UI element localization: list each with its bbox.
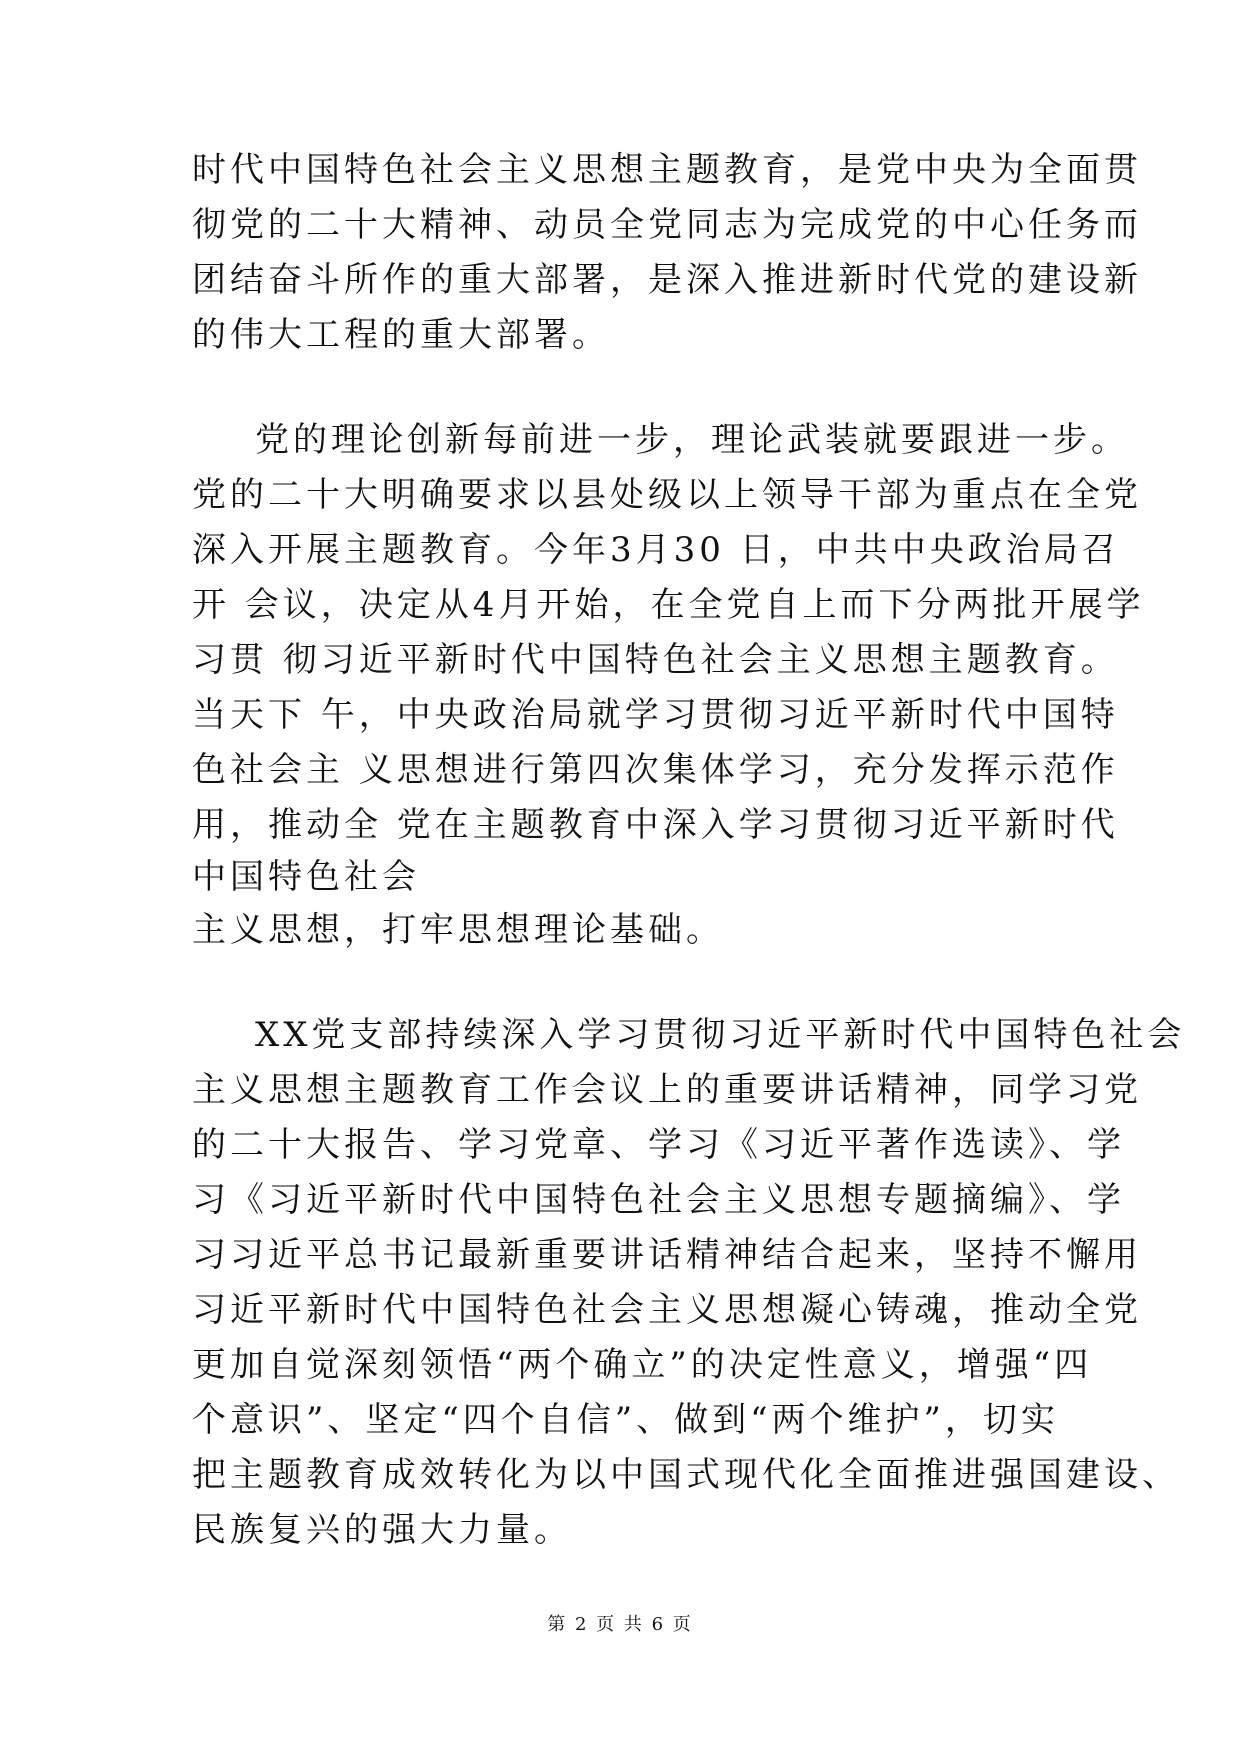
paragraph-3-line-9: 把主题教育成效转化为以中国式现代化全面推进强国建设、: [192, 1455, 1180, 1495]
paragraph-3-line-8: 个意识”、坚定“四个自信”、做到“两个维护”，切实: [192, 1400, 1059, 1440]
paragraph-3-line-4: 习《习近平新时代中国特色社会主义思想专题摘编》、学: [192, 1180, 1125, 1220]
paragraph-2-line-7: 色社会主 义思想进行第四次集体学习，充分发挥示范作: [192, 750, 1119, 790]
paragraph-2-line-2: 党的二十大明确要求以县处级以上领导干部为重点在全党: [192, 475, 1142, 515]
paragraph-2-line-1: 党的理论创新每前进一步，理论武装就要跟进一步。: [255, 420, 1129, 460]
paragraph-3-line-10: 民族复兴的强大力量。: [192, 1510, 572, 1550]
paragraph-2-line-10: 主义思想，打牢思想理论基础。: [192, 910, 724, 950]
paragraph-3-line-7: 更加自觉深刻领悟“两个确立”的决定性意义，增强“四: [192, 1345, 1093, 1385]
paragraph-2-line-8: 用，推动全 党在主题教育中深入学习贯彻习近平新时代: [192, 805, 1119, 845]
paragraph-2-line-9: 中国特色社会: [192, 857, 420, 897]
paragraph-1-line-4: 的伟大工程的重大部署。: [192, 315, 610, 355]
paragraph-2-line-5: 习贯 彻习近平新时代中国特色社会主义思想主题教育。: [192, 640, 1119, 680]
paragraph-3-line-3: 的二十大报告、学习党章、学习《习近平著作选读》、学: [192, 1125, 1125, 1165]
paragraph-3-line-2: 主义思想主题教育工作会议上的重要讲话精神，同学习党: [192, 1070, 1142, 1110]
paragraph-2-line-6: 当天下 午，中央政治局就学习贯彻习近平新时代中国特: [192, 695, 1119, 735]
paragraph-3-line-5: 习习近平总书记最新重要讲话精神结合起来，坚持不懈用: [192, 1235, 1142, 1275]
paragraph-3-line-6: 习近平新时代中国特色社会主义思想凝心铸魂，推动全党: [192, 1290, 1142, 1330]
paragraph-1-line-2: 彻党的二十大精神、动员全党同志为完成党的中心任务而: [192, 205, 1142, 245]
page-number-footer: 第 2 页 共 6 页: [547, 1614, 693, 1635]
paragraph-1-line-3: 团结奋斗所作的重大部署，是深入推进新时代党的建设新: [192, 260, 1142, 300]
paragraph-2-line-4: 开 会议，决定从4月开始，在全党自上而下分两批开展学: [192, 585, 1145, 625]
paragraph-1-line-1: 时代中国特色社会主义思想主题教育，是党中央为全面贯: [192, 150, 1142, 190]
paragraph-2-line-3: 深入开展主题教育。今年3月30 日，中共中央政治局召: [192, 530, 1120, 570]
paragraph-3-line-1: XX党支部持续深入学习贯彻习近平新时代中国特色社会: [255, 1015, 1186, 1055]
